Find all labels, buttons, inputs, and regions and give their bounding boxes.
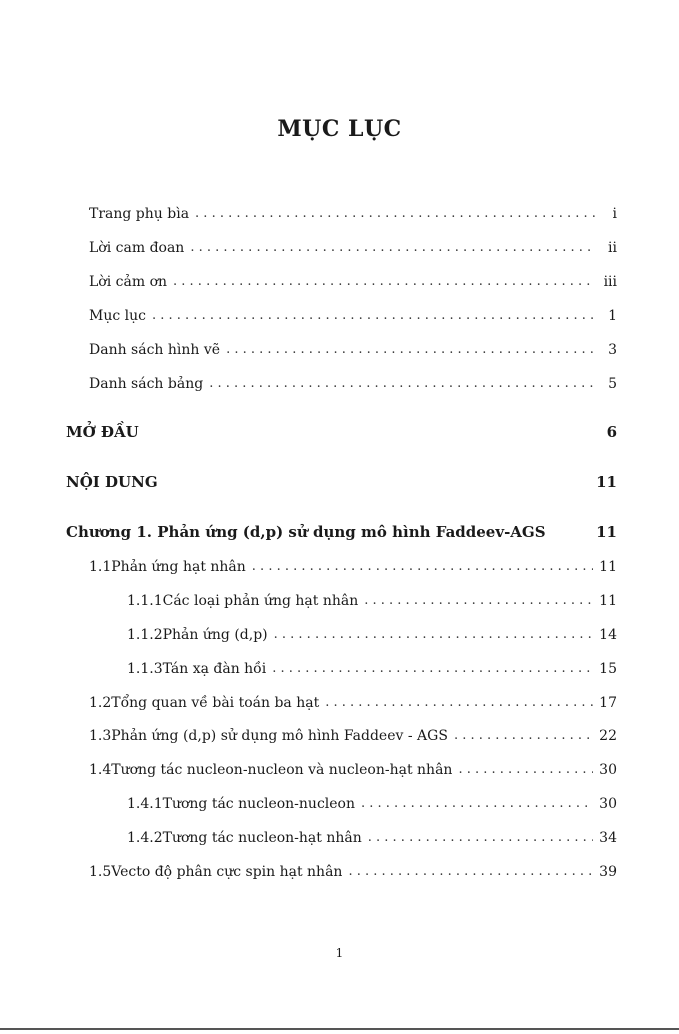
toc-entry-label: Tương tác nucleon-nucleon	[162, 796, 355, 812]
dot-leader	[274, 625, 594, 645]
section-number: 1.5	[89, 864, 112, 880]
toc-page-number: 17	[599, 695, 617, 711]
dot-leader	[325, 693, 593, 713]
dot-leader	[368, 828, 593, 848]
toc-page-number: 34	[599, 830, 617, 846]
section-number: 1.4.1	[127, 796, 163, 812]
dot-leader	[348, 862, 593, 882]
toc-page-number: 5	[608, 376, 617, 392]
toc-page-number: 1	[608, 308, 617, 324]
toc-page-number: iii	[603, 274, 617, 290]
section-number: 1.4.2	[127, 830, 163, 846]
dot-leader	[272, 659, 593, 679]
toc-section-1-3[interactable]	[89, 726, 617, 746]
toc-page-number: 39	[599, 864, 617, 880]
dot-leader	[190, 238, 595, 258]
toc-section-1-1-3[interactable]	[127, 659, 617, 679]
toc-page-number: 30	[599, 796, 617, 812]
toc-entry-label: Trang phụ bìa	[89, 206, 190, 222]
section-number: 1.3	[89, 728, 112, 744]
toc-section-1-4-2[interactable]	[127, 828, 617, 848]
dot-leader	[195, 204, 595, 224]
section-number: 1.4	[89, 762, 112, 778]
bottom-edge-divider	[0, 1028, 679, 1030]
toc-entry-declaration[interactable]	[89, 238, 617, 258]
toc-section-1-1-1[interactable]	[127, 591, 617, 611]
dot-leader	[152, 306, 595, 326]
toc-heading-chapter-1[interactable]	[66, 522, 617, 542]
toc-entry-label: Lời cảm ơn	[89, 274, 168, 290]
section-number: 1.1.2	[127, 627, 163, 643]
toc-page-number: 3	[608, 342, 617, 358]
toc-entry-label: Danh sách hình vẽ	[89, 342, 221, 358]
toc-entry-label: Mục lục	[89, 308, 146, 324]
page-number: 1	[335, 946, 344, 960]
section-number: 1.1.1	[127, 593, 163, 609]
toc-section-1-4-1[interactable]	[127, 794, 617, 814]
toc-section-1-1[interactable]	[89, 557, 617, 577]
toc-entry-label: Phản ứng hạt nhân	[111, 559, 246, 575]
toc-entry-list-of-tables[interactable]	[89, 374, 617, 394]
toc-page-number: 11	[599, 593, 617, 609]
dot-leader	[209, 374, 595, 394]
toc-section-1-4[interactable]	[89, 760, 617, 780]
toc-entry-label: Danh sách bảng	[89, 376, 204, 392]
toc-entry-contents[interactable]	[89, 306, 617, 326]
page-title: MỤC LỤC	[277, 116, 402, 142]
toc-page-number: 6	[606, 423, 617, 441]
toc-page-number: 30	[599, 762, 617, 778]
toc-page-number: i	[612, 206, 617, 222]
section-number: 1.2	[89, 695, 112, 711]
toc-page-number: ii	[608, 240, 617, 256]
dot-leader	[364, 591, 593, 611]
toc-entry-label: Tổng quan về bài toán ba hạt	[111, 695, 320, 711]
toc-page-number: 14	[599, 627, 617, 643]
toc-entry-label: Tán xạ đàn hồi	[162, 661, 267, 677]
dot-leader	[252, 557, 593, 577]
toc-entry-cover[interactable]	[89, 204, 617, 224]
section-number: 1.1.3	[127, 661, 163, 677]
toc-entry-label: Các loại phản ứng hạt nhân	[162, 593, 359, 609]
toc-section-1-1-2[interactable]	[127, 625, 617, 645]
toc-page-number: 22	[599, 728, 617, 744]
toc-section-1-2[interactable]	[89, 693, 617, 713]
dot-leader	[361, 794, 593, 814]
dot-leader	[226, 340, 595, 360]
dot-leader	[173, 272, 595, 292]
toc-entry-label: Lời cam đoan	[89, 240, 185, 256]
dot-leader	[458, 760, 593, 780]
toc-section-1-5[interactable]	[89, 862, 617, 882]
toc-heading-label: MỞ ĐẦU	[66, 423, 139, 441]
toc-page-number: 11	[596, 523, 617, 541]
toc-entry-label: Vecto độ phân cực spin hạt nhân	[111, 864, 343, 880]
toc-heading-content[interactable]	[66, 472, 617, 492]
section-number: 1.1	[89, 559, 112, 575]
toc-entry-acknowledgements[interactable]	[89, 272, 617, 292]
toc-entry-label: Phản ứng (d,p)	[162, 627, 268, 643]
dot-leader	[454, 726, 593, 746]
toc-page-number: 11	[596, 473, 617, 491]
toc-heading-label: Chương 1. Phản ứng (d,p) sử dụng mô hình Faddeev-AGS	[66, 523, 546, 541]
toc-entry-label: Tương tác nucleon-nucleon và nucleon-hạt nhân	[111, 762, 453, 778]
toc-page-number: 11	[599, 559, 617, 575]
toc-heading-introduction[interactable]	[66, 422, 617, 442]
toc-entry-label: Tương tác nucleon-hạt nhân	[162, 830, 362, 846]
toc-page-number: 15	[599, 661, 617, 677]
toc-entry-label: Phản ứng (d,p) sử dụng mô hình Faddeev - AGS	[111, 728, 448, 744]
toc-entry-list-of-figures[interactable]	[89, 340, 617, 360]
toc-heading-label: NỘI DUNG	[66, 473, 158, 491]
